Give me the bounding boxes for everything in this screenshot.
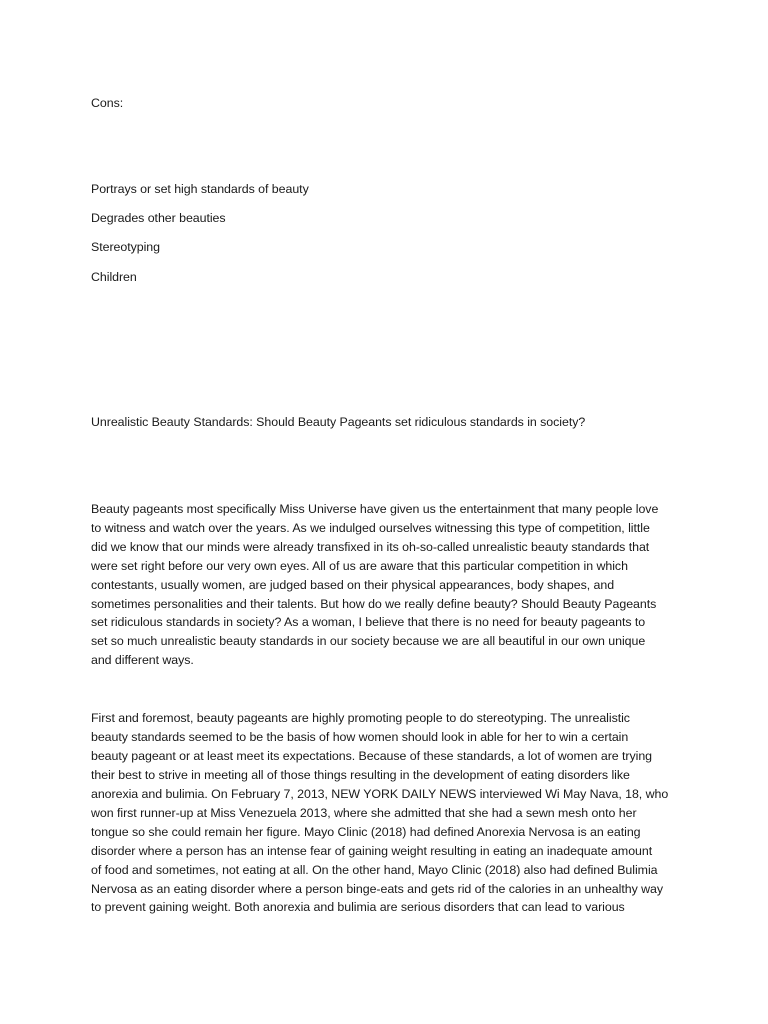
paragraph-line: beauty pageant or at least meet its expectations. Because of these standards, a lot of women are trying [91,749,653,763]
paragraph-line: won first runner-up at Miss Venezuela 2013, where she admitted that she had a sewn mesh onto her [91,806,637,820]
cons-item: Stereotyping [91,240,160,254]
paragraph-line: set so much unrealistic beauty standards in our society because we are all beautiful in our own unique [91,634,646,648]
paragraph-line: sometimes personalities and their talents. But how do we really define beauty? Should Beauty Pageants [91,597,657,611]
paragraph-line: did we know that our minds were already transfixed in its oh-so-called unrealistic beauty standards that [91,540,650,554]
paragraph-line: of food and sometimes, not eating at all. On the other hand, Mayo Clinic (2018) also had defined Bulimia [91,863,658,877]
paragraph-line: First and foremost, beauty pageants are highly promoting people to do stereotyping. The unrealistic [91,711,630,725]
paragraph-line: anorexia and bulimia. On February 7, 2013, NEW YORK DAILY NEWS interviewed Wi May Nava, 18, who [91,787,669,801]
paragraph-line: to prevent gaining weight. Both anorexia and bulimia are serious disorders that can lead to various [91,900,625,914]
paragraph-line: Beauty pageants most specifically Miss Universe have given us the entertainment that many people love [91,502,659,516]
cons-item: Portrays or set high standards of beauty [91,182,309,196]
paragraph-line: and different ways. [91,653,194,667]
essay-title: Unrealistic Beauty Standards: Should Beauty Pageants set ridiculous standards in society? [91,415,586,429]
cons-item: Children [91,270,137,284]
paragraph-line: their best to strive in meeting all of those things resulting in the development of eating disorders like [91,768,630,782]
cons-heading: Cons: [91,96,124,110]
paragraph-line: were set right before our very own eyes. All of us are aware that this particular competition in which [91,559,628,573]
paragraph-line: to witness and watch over the years. As we indulged ourselves witnessing this type of competition, little [91,521,650,535]
paragraph-line: set ridiculous standards in society? As a woman, I believe that there is no need for beauty pageants to [91,615,646,629]
paragraph-line: contestants, usually women, are judged based on their physical appearances, body shapes, and [91,578,615,592]
paragraph-line: beauty standards seemed to be the basis of how women should look in able for her to win a certain [91,730,629,744]
paragraph-line: disorder where a person has an intense fear of gaining weight resulting in eating an inadequate amount [91,844,653,858]
paragraph-line: Nervosa as an eating disorder where a person binge-eats and gets rid of the calories in an unhealthy way [91,882,664,896]
paragraph-line: tongue so she could remain her figure. Mayo Clinic (2018) had defined Anorexia Nervosa is an eating [91,825,641,839]
cons-item: Degrades other beauties [91,211,226,225]
